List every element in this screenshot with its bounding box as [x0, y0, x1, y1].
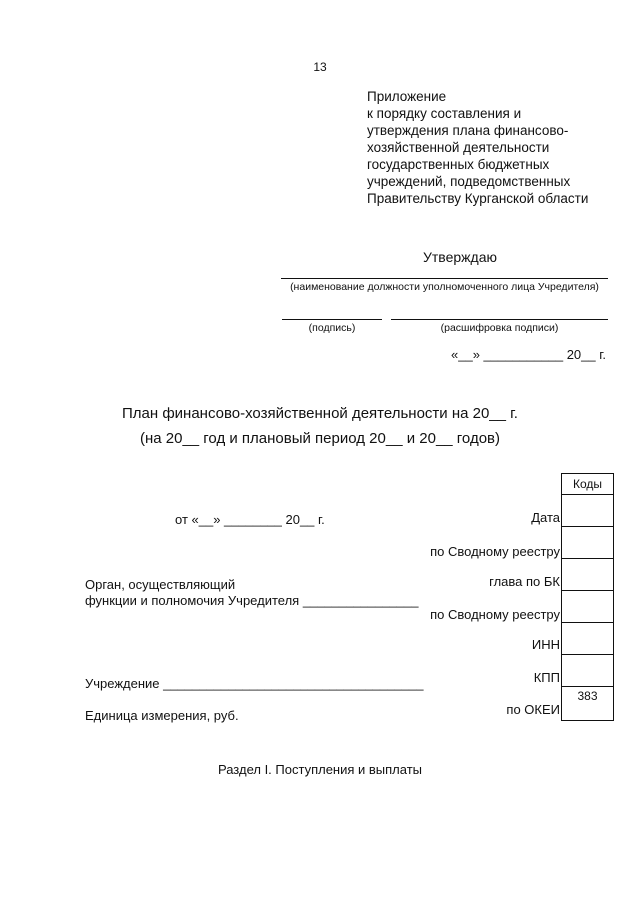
section-title: Раздел I. Поступления и выплаты: [217, 762, 423, 777]
code-cell-registry-2[interactable]: [562, 591, 614, 623]
appendix-line: учреждений, подведомственных: [367, 174, 571, 189]
date-from: от «__» ________ 20__ г.: [175, 512, 325, 527]
plan-title: План финансово-хозяйственной деятельности на 20__ г.: [122, 405, 518, 422]
appendix-line: хозяйственной деятельности: [367, 140, 550, 155]
codes-table: [561, 473, 614, 721]
signature-line: [282, 319, 382, 320]
code-cell-registry[interactable]: [562, 527, 614, 559]
plan-subtitle: (на 20__ год и плановый период 20__ и 20__ годов): [139, 430, 501, 447]
code-cell-date[interactable]: [562, 495, 614, 527]
institution-label: Учреждение ____________________________________: [85, 676, 424, 691]
position-caption: (наименование должности уполномоченного лица Учредителя): [290, 281, 599, 293]
code-label-okei: по ОКЕИ: [506, 702, 560, 717]
code-label-kpp: КПП: [533, 670, 560, 685]
approval-title: Утверждаю: [423, 249, 497, 265]
unit-label: Единица измерения, руб.: [85, 708, 239, 723]
appendix-line: государственных бюджетных: [367, 157, 550, 172]
organ-label-line1: Орган, осуществляющий: [85, 577, 236, 592]
decoding-line: [391, 319, 608, 320]
appendix-line: к порядку составления и: [367, 106, 522, 121]
code-label-registry-2: по Сводному реестру: [430, 607, 560, 622]
page-number: 13: [313, 60, 327, 74]
code-label-inn: ИНН: [531, 637, 560, 652]
approval-date: «__» ___________ 20__ г.: [451, 347, 606, 362]
code-cell-kpp[interactable]: [562, 655, 614, 687]
signature-caption: (подпись): [308, 322, 356, 334]
code-label-registry: по Сводному реестру: [430, 544, 560, 559]
appendix-line: Правительству Курганской области: [367, 191, 589, 206]
decoding-caption: (расшифровка подписи): [440, 322, 559, 334]
organ-label-line2: функции и полномочия Учредителя ________________: [85, 593, 419, 608]
appendix-note: [367, 88, 588, 207]
appendix-line: утверждения плана финансово-: [367, 123, 569, 138]
code-cell-okei[interactable]: 383: [562, 687, 614, 721]
position-line: [281, 278, 608, 279]
codes-header: Коды: [562, 474, 614, 495]
code-cell-bk-chapter[interactable]: [562, 559, 614, 591]
code-cell-inn[interactable]: [562, 623, 614, 655]
code-label-date: Дата: [531, 510, 560, 525]
code-label-bk-chapter: глава по БК: [489, 574, 560, 589]
appendix-line: Приложение: [367, 89, 447, 104]
